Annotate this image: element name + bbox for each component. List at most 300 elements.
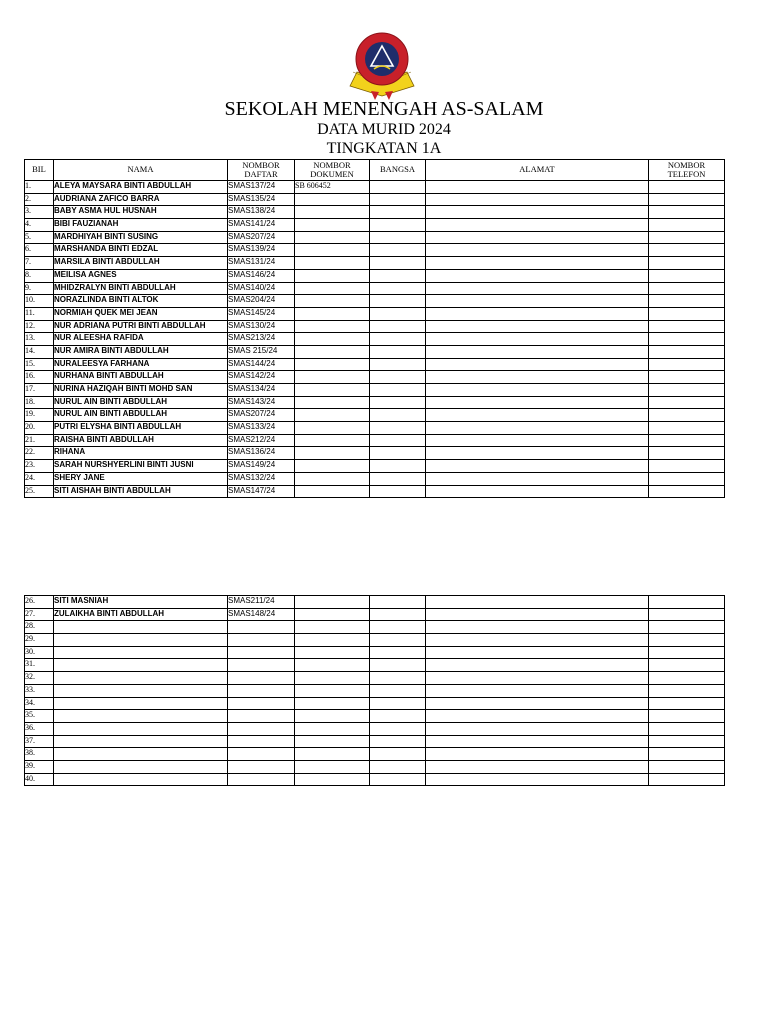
table-row xyxy=(25,333,725,346)
phone-cell xyxy=(649,646,725,659)
address-cell xyxy=(426,295,649,308)
document-subtitle: DATA MURID 2024 xyxy=(317,121,451,138)
table-row xyxy=(25,735,725,748)
race-cell xyxy=(370,269,426,282)
document-number xyxy=(295,282,370,295)
student-name xyxy=(54,659,228,672)
document-number xyxy=(295,295,370,308)
table-row xyxy=(25,460,725,473)
document-number xyxy=(295,672,370,685)
document-number xyxy=(295,735,370,748)
address-cell xyxy=(426,396,649,409)
phone-cell xyxy=(649,485,725,498)
race-cell xyxy=(370,282,426,295)
race-cell xyxy=(370,206,426,219)
student-name: NURHANA BINTI ABDULLAH xyxy=(54,371,228,384)
document-number xyxy=(295,608,370,621)
row-number: 21. xyxy=(25,434,54,447)
school-crest-logo xyxy=(343,28,421,102)
document-number xyxy=(295,697,370,710)
registration-number: SMAS134/24 xyxy=(228,384,295,397)
address-cell xyxy=(426,773,649,786)
document-number xyxy=(295,371,370,384)
phone-cell xyxy=(649,773,725,786)
row-number: 15. xyxy=(25,358,54,371)
row-number: 19. xyxy=(25,409,54,422)
row-number: 18. xyxy=(25,396,54,409)
address-cell xyxy=(426,472,649,485)
table-row xyxy=(25,358,725,371)
col-nombor-daftar-header: NOMBOR DAFTAR xyxy=(228,160,295,181)
phone-cell xyxy=(649,447,725,460)
document-number xyxy=(295,333,370,346)
registration-number: SMAS145/24 xyxy=(228,307,295,320)
student-name: SITI AISHAH BINTI ABDULLAH xyxy=(54,485,228,498)
table-row xyxy=(25,244,725,257)
registration-number xyxy=(228,659,295,672)
address-cell xyxy=(426,345,649,358)
race-cell xyxy=(370,193,426,206)
registration-number: SMAS211/24 xyxy=(228,596,295,609)
race-cell xyxy=(370,621,426,634)
address-cell xyxy=(426,422,649,435)
address-cell xyxy=(426,608,649,621)
table-row xyxy=(25,257,725,270)
phone-cell xyxy=(649,760,725,773)
registration-number xyxy=(228,672,295,685)
race-cell xyxy=(370,333,426,346)
registration-number: SMAS131/24 xyxy=(228,257,295,270)
registration-number xyxy=(228,634,295,647)
student-name: NURINA HAZIQAH BINTI MOHD SAN xyxy=(54,384,228,397)
race-cell xyxy=(370,472,426,485)
student-name xyxy=(54,760,228,773)
race-cell xyxy=(370,672,426,685)
phone-cell xyxy=(649,244,725,257)
phone-cell xyxy=(649,333,725,346)
phone-cell xyxy=(649,384,725,397)
document-number xyxy=(295,748,370,761)
registration-number: SMAS 215/24 xyxy=(228,345,295,358)
phone-cell xyxy=(649,269,725,282)
address-cell xyxy=(426,485,649,498)
table-row xyxy=(25,485,725,498)
row-number: 10. xyxy=(25,295,54,308)
student-name: NORAZLINDA BINTI ALTOK xyxy=(54,295,228,308)
address-cell xyxy=(426,447,649,460)
race-cell xyxy=(370,320,426,333)
student-name: RAISHA BINTI ABDULLAH xyxy=(54,434,228,447)
row-number: 35. xyxy=(25,710,54,723)
table-row xyxy=(25,181,725,194)
address-cell xyxy=(426,596,649,609)
document-number xyxy=(295,257,370,270)
table-row xyxy=(25,608,725,621)
race-cell xyxy=(370,409,426,422)
document-number xyxy=(295,760,370,773)
table-row xyxy=(25,672,725,685)
row-number: 12. xyxy=(25,320,54,333)
document-number xyxy=(295,596,370,609)
document-number xyxy=(295,472,370,485)
phone-cell xyxy=(649,722,725,735)
address-cell xyxy=(426,409,649,422)
registration-number xyxy=(228,760,295,773)
registration-number: SMAS141/24 xyxy=(228,219,295,232)
col-nombor-telefon-header: NOMBOR TELEFON xyxy=(649,160,725,181)
row-number: 9. xyxy=(25,282,54,295)
table-row xyxy=(25,307,725,320)
race-cell xyxy=(370,760,426,773)
registration-number: SMAS133/24 xyxy=(228,422,295,435)
document-number xyxy=(295,621,370,634)
registration-number: SMAS146/24 xyxy=(228,269,295,282)
document-number xyxy=(295,396,370,409)
race-cell xyxy=(370,748,426,761)
registration-number xyxy=(228,646,295,659)
address-cell xyxy=(426,697,649,710)
race-cell xyxy=(370,608,426,621)
row-number: 34. xyxy=(25,697,54,710)
address-cell xyxy=(426,434,649,447)
race-cell xyxy=(370,422,426,435)
phone-cell xyxy=(649,358,725,371)
registration-number: SMAS148/24 xyxy=(228,608,295,621)
student-name: NUR ADRIANA PUTRI BINTI ABDULLAH xyxy=(54,320,228,333)
document-number xyxy=(295,244,370,257)
row-number: 36. xyxy=(25,722,54,735)
phone-cell xyxy=(649,634,725,647)
phone-cell xyxy=(649,345,725,358)
document-number xyxy=(295,193,370,206)
address-cell xyxy=(426,181,649,194)
registration-number: SMAS207/24 xyxy=(228,409,295,422)
race-cell xyxy=(370,773,426,786)
registration-number xyxy=(228,710,295,723)
document-number xyxy=(295,219,370,232)
race-cell xyxy=(370,659,426,672)
race-cell xyxy=(370,257,426,270)
registration-number: SMAS212/24 xyxy=(228,434,295,447)
race-cell xyxy=(370,384,426,397)
phone-cell xyxy=(649,434,725,447)
document-number xyxy=(295,307,370,320)
row-number: 7. xyxy=(25,257,54,270)
student-name: NURALEESYA FARHANA xyxy=(54,358,228,371)
row-number: 33. xyxy=(25,684,54,697)
registration-number: SMAS147/24 xyxy=(228,485,295,498)
race-cell xyxy=(370,434,426,447)
student-table xyxy=(24,159,725,498)
phone-cell xyxy=(649,193,725,206)
student-name xyxy=(54,773,228,786)
address-cell xyxy=(426,722,649,735)
row-number: 6. xyxy=(25,244,54,257)
student-name xyxy=(54,672,228,685)
phone-cell xyxy=(649,257,725,270)
registration-number xyxy=(228,684,295,697)
phone-cell xyxy=(649,697,725,710)
race-cell xyxy=(370,231,426,244)
table-row xyxy=(25,748,725,761)
student-name: BIBI FAUZIANAH xyxy=(54,219,228,232)
document-number xyxy=(295,634,370,647)
registration-number xyxy=(228,735,295,748)
table-row xyxy=(25,384,725,397)
student-name: ALEYA MAYSARA BINTI ABDULLAH xyxy=(54,181,228,194)
phone-cell xyxy=(649,460,725,473)
row-number: 13. xyxy=(25,333,54,346)
student-name xyxy=(54,710,228,723)
phone-cell xyxy=(649,206,725,219)
registration-number xyxy=(228,621,295,634)
race-cell xyxy=(370,735,426,748)
table-row xyxy=(25,760,725,773)
race-cell xyxy=(370,485,426,498)
row-number: 16. xyxy=(25,371,54,384)
row-number: 14. xyxy=(25,345,54,358)
row-number: 22. xyxy=(25,447,54,460)
student-name: PUTRI ELYSHA BINTI ABDULLAH xyxy=(54,422,228,435)
race-cell xyxy=(370,646,426,659)
col-nama-header: NAMA xyxy=(54,160,228,181)
table-row xyxy=(25,422,725,435)
phone-cell xyxy=(649,371,725,384)
student-name xyxy=(54,621,228,634)
student-name: RIHANA xyxy=(54,447,228,460)
registration-number xyxy=(228,773,295,786)
phone-cell xyxy=(649,282,725,295)
row-number: 39. xyxy=(25,760,54,773)
address-cell xyxy=(426,193,649,206)
phone-cell xyxy=(649,422,725,435)
race-cell xyxy=(370,710,426,723)
student-name: BABY ASMA HUL HUSNAH xyxy=(54,206,228,219)
phone-cell xyxy=(649,608,725,621)
address-cell xyxy=(426,307,649,320)
table-row xyxy=(25,684,725,697)
registration-number: SMAS213/24 xyxy=(228,333,295,346)
table-row xyxy=(25,231,725,244)
table-row xyxy=(25,269,725,282)
student-name: AUDRIANA ZAFICO BARRA xyxy=(54,193,228,206)
table-row xyxy=(25,659,725,672)
row-number: 25. xyxy=(25,485,54,498)
student-name xyxy=(54,646,228,659)
phone-cell xyxy=(649,295,725,308)
row-number: 28. xyxy=(25,621,54,634)
address-cell xyxy=(426,358,649,371)
address-cell xyxy=(426,646,649,659)
document-number xyxy=(295,358,370,371)
table-row xyxy=(25,396,725,409)
row-number: 38. xyxy=(25,748,54,761)
phone-cell xyxy=(649,396,725,409)
address-cell xyxy=(426,634,649,647)
address-cell xyxy=(426,244,649,257)
race-cell xyxy=(370,447,426,460)
address-cell xyxy=(426,735,649,748)
table-row xyxy=(25,282,725,295)
phone-cell xyxy=(649,710,725,723)
student-name: SHERY JANE xyxy=(54,472,228,485)
row-number: 4. xyxy=(25,219,54,232)
student-name: NURUL AIN BINTI ABDULLAH xyxy=(54,396,228,409)
row-number: 5. xyxy=(25,231,54,244)
table-row xyxy=(25,434,725,447)
class-name: TINGKATAN 1A xyxy=(326,140,442,157)
document-number xyxy=(295,231,370,244)
col-bangsa-header: BANGSA xyxy=(370,160,426,181)
row-number: 37. xyxy=(25,735,54,748)
student-name: NURUL AIN BINTI ABDULLAH xyxy=(54,409,228,422)
row-number: 23. xyxy=(25,460,54,473)
document-number xyxy=(295,206,370,219)
address-cell xyxy=(426,672,649,685)
registration-number: SMAS143/24 xyxy=(228,396,295,409)
phone-cell xyxy=(649,684,725,697)
student-name: MHIDZRALYN BINTI ABDULLAH xyxy=(54,282,228,295)
student-name: SARAH NURSHYERLINI BINTI JUSNI xyxy=(54,460,228,473)
student-name xyxy=(54,735,228,748)
student-name: ZULAIKHA BINTI ABDULLAH xyxy=(54,608,228,621)
table-row xyxy=(25,409,725,422)
phone-cell xyxy=(649,596,725,609)
document-number xyxy=(295,384,370,397)
row-number: 30. xyxy=(25,646,54,659)
race-cell xyxy=(370,634,426,647)
phone-cell xyxy=(649,219,725,232)
student-name: NUR AMIRA BINTI ABDULLAH xyxy=(54,345,228,358)
table-row xyxy=(25,447,725,460)
student-name xyxy=(54,697,228,710)
table-row xyxy=(25,646,725,659)
registration-number: SMAS138/24 xyxy=(228,206,295,219)
registration-number: SMAS136/24 xyxy=(228,447,295,460)
table-row xyxy=(25,320,725,333)
row-number: 1. xyxy=(25,181,54,194)
document-number xyxy=(295,710,370,723)
address-cell xyxy=(426,621,649,634)
registration-number xyxy=(228,722,295,735)
phone-cell xyxy=(649,409,725,422)
phone-cell xyxy=(649,472,725,485)
race-cell xyxy=(370,684,426,697)
row-number: 27. xyxy=(25,608,54,621)
address-cell xyxy=(426,384,649,397)
race-cell xyxy=(370,345,426,358)
race-cell xyxy=(370,358,426,371)
registration-number: SMAS132/24 xyxy=(228,472,295,485)
row-number: 40. xyxy=(25,773,54,786)
phone-cell xyxy=(649,231,725,244)
phone-cell xyxy=(649,621,725,634)
student-name xyxy=(54,634,228,647)
registration-number: SMAS135/24 xyxy=(228,193,295,206)
row-number: 26. xyxy=(25,596,54,609)
student-name: MARSHANDA BINTI EDZAL xyxy=(54,244,228,257)
row-number: 31. xyxy=(25,659,54,672)
address-cell xyxy=(426,257,649,270)
race-cell xyxy=(370,460,426,473)
registration-number: SMAS137/24 xyxy=(228,181,295,194)
row-number: 8. xyxy=(25,269,54,282)
registration-number xyxy=(228,748,295,761)
document-number: SB 606452 xyxy=(295,181,370,194)
table-row xyxy=(25,345,725,358)
row-number: 17. xyxy=(25,384,54,397)
student-name: NUR ALEESHA RAFIDA xyxy=(54,333,228,346)
document-number xyxy=(295,659,370,672)
col-alamat-header: ALAMAT xyxy=(426,160,649,181)
registration-number: SMAS130/24 xyxy=(228,320,295,333)
row-number: 29. xyxy=(25,634,54,647)
registration-number: SMAS204/24 xyxy=(228,295,295,308)
student-table-continued xyxy=(24,595,725,786)
table-row xyxy=(25,596,725,609)
phone-cell xyxy=(649,659,725,672)
race-cell xyxy=(370,307,426,320)
row-number: 32. xyxy=(25,672,54,685)
document-number xyxy=(295,773,370,786)
address-cell xyxy=(426,231,649,244)
race-cell xyxy=(370,396,426,409)
row-number: 20. xyxy=(25,422,54,435)
row-number: 24. xyxy=(25,472,54,485)
table-row xyxy=(25,219,725,232)
student-name xyxy=(54,684,228,697)
student-name: SITI MASNIAH xyxy=(54,596,228,609)
col-bil-header: BIL xyxy=(25,160,54,181)
document-number xyxy=(295,460,370,473)
address-cell xyxy=(426,320,649,333)
address-cell xyxy=(426,371,649,384)
student-name xyxy=(54,748,228,761)
phone-cell xyxy=(649,307,725,320)
table-row xyxy=(25,193,725,206)
document-number xyxy=(295,345,370,358)
table-row xyxy=(25,722,725,735)
race-cell xyxy=(370,722,426,735)
race-cell xyxy=(370,697,426,710)
student-name: MEILISA AGNES xyxy=(54,269,228,282)
table-row xyxy=(25,621,725,634)
table-row xyxy=(25,697,725,710)
student-name xyxy=(54,722,228,735)
address-cell xyxy=(426,282,649,295)
student-name: NORMIAH QUEK MEI JEAN xyxy=(54,307,228,320)
document-number xyxy=(295,320,370,333)
address-cell xyxy=(426,206,649,219)
table-row xyxy=(25,295,725,308)
row-number: 3. xyxy=(25,206,54,219)
phone-cell xyxy=(649,735,725,748)
school-name: SEKOLAH MENENGAH AS-SALAM xyxy=(224,98,544,120)
student-name: MARDHIYAH BINTI SUSING xyxy=(54,231,228,244)
race-cell xyxy=(370,295,426,308)
registration-number: SMAS144/24 xyxy=(228,358,295,371)
address-cell xyxy=(426,269,649,282)
address-cell xyxy=(426,460,649,473)
address-cell xyxy=(426,760,649,773)
registration-number: SMAS149/24 xyxy=(228,460,295,473)
registration-number: SMAS207/24 xyxy=(228,231,295,244)
phone-cell xyxy=(649,748,725,761)
document-number xyxy=(295,409,370,422)
address-cell xyxy=(426,710,649,723)
document-number xyxy=(295,684,370,697)
registration-number: SMAS142/24 xyxy=(228,371,295,384)
